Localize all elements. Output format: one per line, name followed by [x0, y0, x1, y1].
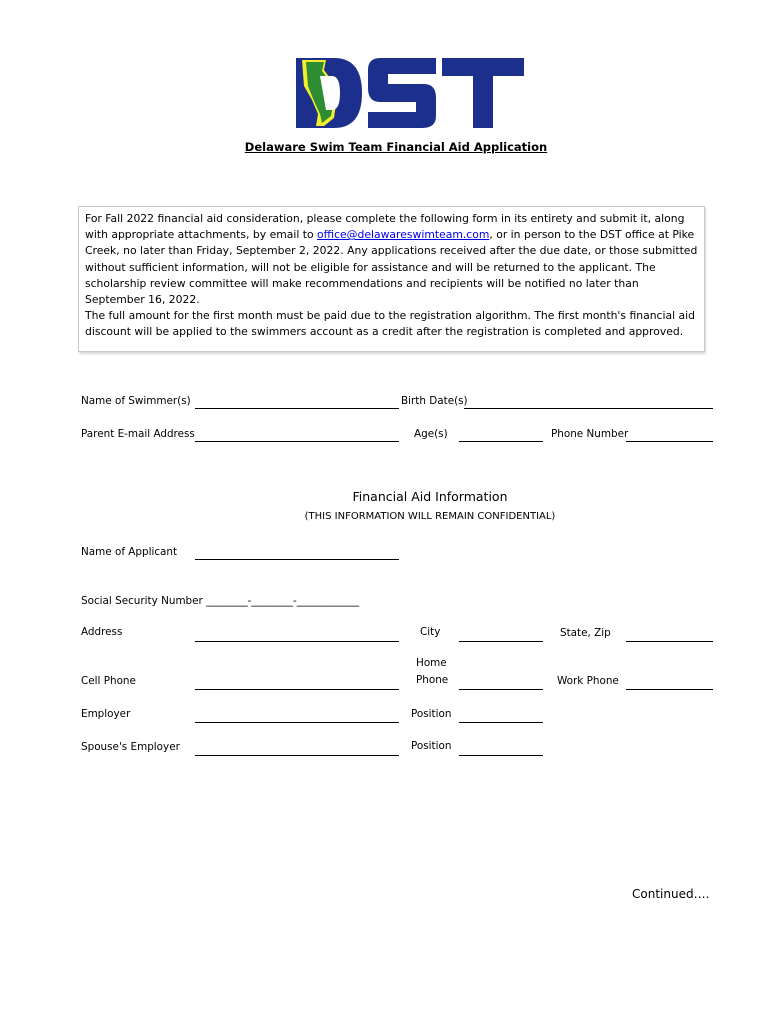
instructions-text-end: , or in person to the DST office at Pike Creek, no later than Friday, September 2, 2022. Any applications received after the due date, or those submitted without sufficient information, will not be eligible for assistance and will be returned to the applicant. The scholarship review committee will make recommendations and recipients will be notified no later than September 16, 2022.	[85, 228, 698, 307]
name-of-applicant-field[interactable]	[195, 559, 399, 560]
dst-logo	[294, 56, 526, 130]
state-zip-field[interactable]	[626, 641, 713, 642]
name-of-swimmers-field[interactable]	[195, 408, 399, 409]
cell-phone-field[interactable]	[195, 689, 399, 690]
payment-note: The full amount for the first month must be paid due to the registration algorithm. The first month's financial aid discount will be applied to the swimmers account as a credit after the registration is completed and approved.	[85, 309, 696, 339]
instructions-text-start: For Fall 2022 financial aid consideration, please complete the following form in its entirety and submit it, along with appropriate attachments, by email to	[85, 212, 685, 242]
spouses-employer-label: Spouse's Employer	[81, 741, 180, 753]
birth-dates-label: Birth Date(s)	[401, 395, 468, 407]
position-field[interactable]	[459, 722, 543, 723]
spouse-position-field[interactable]	[459, 755, 543, 756]
work-phone-label: Work Phone	[557, 675, 619, 687]
address-label: Address	[81, 626, 123, 638]
financial-aid-heading: Financial Aid Information	[352, 489, 508, 504]
city-field[interactable]	[459, 641, 543, 642]
spouse-position-label: Position	[411, 740, 452, 752]
employer-label: Employer	[81, 708, 131, 720]
position-label: Position	[411, 708, 452, 720]
home-phone-label-line1: Home	[416, 657, 447, 669]
home-phone-field[interactable]	[459, 689, 543, 690]
ages-field[interactable]	[459, 441, 543, 442]
phone-number-field[interactable]	[626, 441, 713, 442]
continued-note: Continued….	[632, 887, 710, 901]
page-title: Delaware Swim Team Financial Aid Application	[244, 140, 548, 154]
email-link[interactable]: office@delawareswimteam.com	[317, 228, 490, 242]
state-zip-label: State, Zip	[560, 627, 611, 639]
address-field[interactable]	[195, 641, 399, 642]
confidential-note: (THIS INFORMATION WILL REMAIN CONFIDENTIAL)	[304, 511, 556, 522]
work-phone-field[interactable]	[626, 689, 713, 690]
city-label: City	[420, 626, 441, 638]
ages-label: Age(s)	[414, 428, 448, 440]
name-of-applicant-label: Name of Applicant	[81, 546, 178, 558]
spouses-employer-field[interactable]	[195, 755, 399, 756]
birth-dates-field[interactable]	[464, 408, 713, 409]
ssn-field[interactable]: Social Security Number ________-________-____________	[81, 595, 360, 607]
employer-field[interactable]	[195, 722, 399, 723]
home-phone-label-line2: Phone	[416, 674, 449, 686]
name-of-swimmers-label: Name of Swimmer(s)	[81, 395, 191, 407]
parent-email-field[interactable]	[195, 441, 399, 442]
parent-email-label: Parent E-mail Address	[81, 428, 195, 440]
instructions-box	[78, 206, 705, 352]
cell-phone-label: Cell Phone	[81, 675, 136, 687]
dst-logo-mark	[296, 58, 524, 128]
phone-number-label: Phone Number	[551, 428, 629, 440]
